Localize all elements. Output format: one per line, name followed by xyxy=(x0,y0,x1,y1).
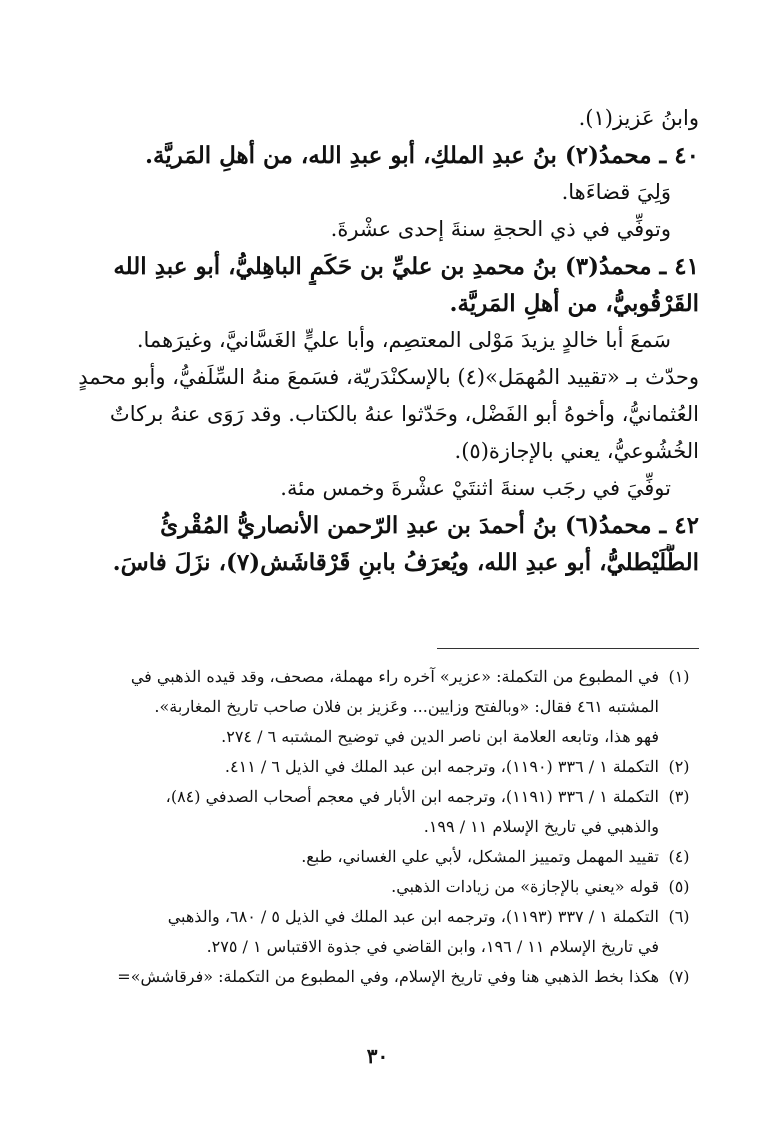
footnote-line: تقييد المهمل وتمييز المشكل، لأبي علي الغساني، طبع. xyxy=(301,847,659,866)
footnote-6 xyxy=(56,902,699,962)
footnote-line: قوله «يعني بالإجازة» من زيادات الذهبي. xyxy=(391,877,659,896)
footnote-number: (٣) xyxy=(668,787,690,806)
footnote-line: المشتبه ٤٦١ فقال: «وبالفتح وزايين... وعَزيز بن فلان صاحب تاريخ المغاربة». xyxy=(154,697,659,716)
footnote-line: التكملة ١ / ٣٣٦ (١١٩٠)، وترجمه ابن عبد الملك في الذيل ٦ / ٤١١. xyxy=(224,757,659,776)
text-line: وَلِيَ قضاءَها. xyxy=(561,180,671,204)
footnote-number: (٧) xyxy=(668,967,690,986)
footnote-line: هكذا بخط الذهبي هنا وفي تاريخ الإسلام، وفي المطبوع من التكملة: «فرقاشش»= xyxy=(117,967,659,986)
main-text xyxy=(56,100,699,581)
text-line: سَمعَ أبا خالدٍ يزيدَ مَوْلى المعتصِم، وأبا عليٍّ الغَسَّانيَّ، وغيرَهما. xyxy=(136,328,671,352)
text-line: العُثمانيُّ، وأخوهُ أبو الفَضْل، وحَدّثوا عنهُ بالكتاب. وقد رَوَى عنهُ بركاتٌ xyxy=(109,402,699,426)
footnote-line: في المطبوع من التكملة: «عزير» آخره راء مهملة، مصحف، وقد قيده الذهبي في xyxy=(130,667,659,686)
entry-heading-42-cont: الطُّلَيْطليُّ، أبو عبدِ الله، ويُعرَفُ بابنِ قَرْقاشَش(٧)، نزَلَ فاسَ. xyxy=(112,549,699,576)
footnote-3 xyxy=(56,782,699,842)
text-line: الخُشُوعيُّ، يعني بالإجازة(٥). xyxy=(454,439,699,463)
footnote-separator xyxy=(437,648,699,649)
text-line: وتوفِّي في ذي الحجةِ سنةَ إحدى عشْرةَ. xyxy=(330,217,671,241)
entry-heading-41: ٤١ ـ محمدُ(٣) بنُ محمدِ بن عليِّ بن حَكَمٍ الباهِليُّ، أبو عبدِ الله xyxy=(113,253,699,280)
footnote-line: في تاريخ الإسلام ١١ / ١٩٦، وابن القاضي في جذوة الاقتباس ١ / ٢٧٥. xyxy=(206,937,659,956)
footnote-4 xyxy=(56,842,699,872)
footnote-1 xyxy=(56,662,699,752)
book-page xyxy=(56,100,699,1105)
footnote-2 xyxy=(56,752,699,782)
footnote-line: التكملة ١ / ٣٣٧ (١١٩٣)، وترجمه ابن عبد الملك في الذيل ٥ / ٦٨٠، والذهبي xyxy=(167,907,659,926)
footnote-number: (٤) xyxy=(668,847,690,866)
footnote-line: فهو هذا، وتابعه العلامة ابن ناصر الدين في توضيح المشتبه ٦ / ٢٧٤. xyxy=(221,727,659,746)
entry-heading-40: ٤٠ ـ محمدُ(٢) بنُ عبدِ الملكِ، أبو عبدِ الله، من أهلِ المَريَّة. xyxy=(144,142,699,169)
text-line: توفِّيَ في رجَب سنةَ اثنتَيْ عشْرةَ وخمس مئة. xyxy=(280,476,671,500)
footnote-number: (٢) xyxy=(668,757,690,776)
text-line: وحدّث بـ «تقييد المُهمَل»(٤) بالإسكنْدَريّة، فسَمعَ منهُ السِّلَفيُّ، وأبو محمدٍ xyxy=(78,365,699,389)
footnote-number: (٥) xyxy=(668,877,690,896)
text-line: وابنُ عَزيز(١). xyxy=(578,106,699,130)
footnote-number: (١) xyxy=(668,667,690,686)
footnote-line: التكملة ١ / ٣٣٦ (١١٩١)، وترجمه ابن الأبار في معجم أصحاب الصدفي (٨٤)، xyxy=(165,787,659,806)
footnote-line: والذهبي في تاريخ الإسلام ١١ / ١٩٩. xyxy=(423,817,659,836)
footnotes xyxy=(56,662,699,992)
page-number: ٣٠ xyxy=(366,1044,389,1068)
footnote-number: (٦) xyxy=(668,907,690,926)
entry-heading-42: ٤٢ ـ محمدُ(٦) بنُ أحمدَ بن عبدِ الرّحمن الأنصاريُّ المُقْرئُ xyxy=(160,512,699,539)
footnote-7 xyxy=(56,962,699,992)
footnote-5 xyxy=(56,872,699,902)
entry-heading-41-cont: القَرْقُوبيُّ، من أهلِ المَريَّة. xyxy=(449,290,699,317)
